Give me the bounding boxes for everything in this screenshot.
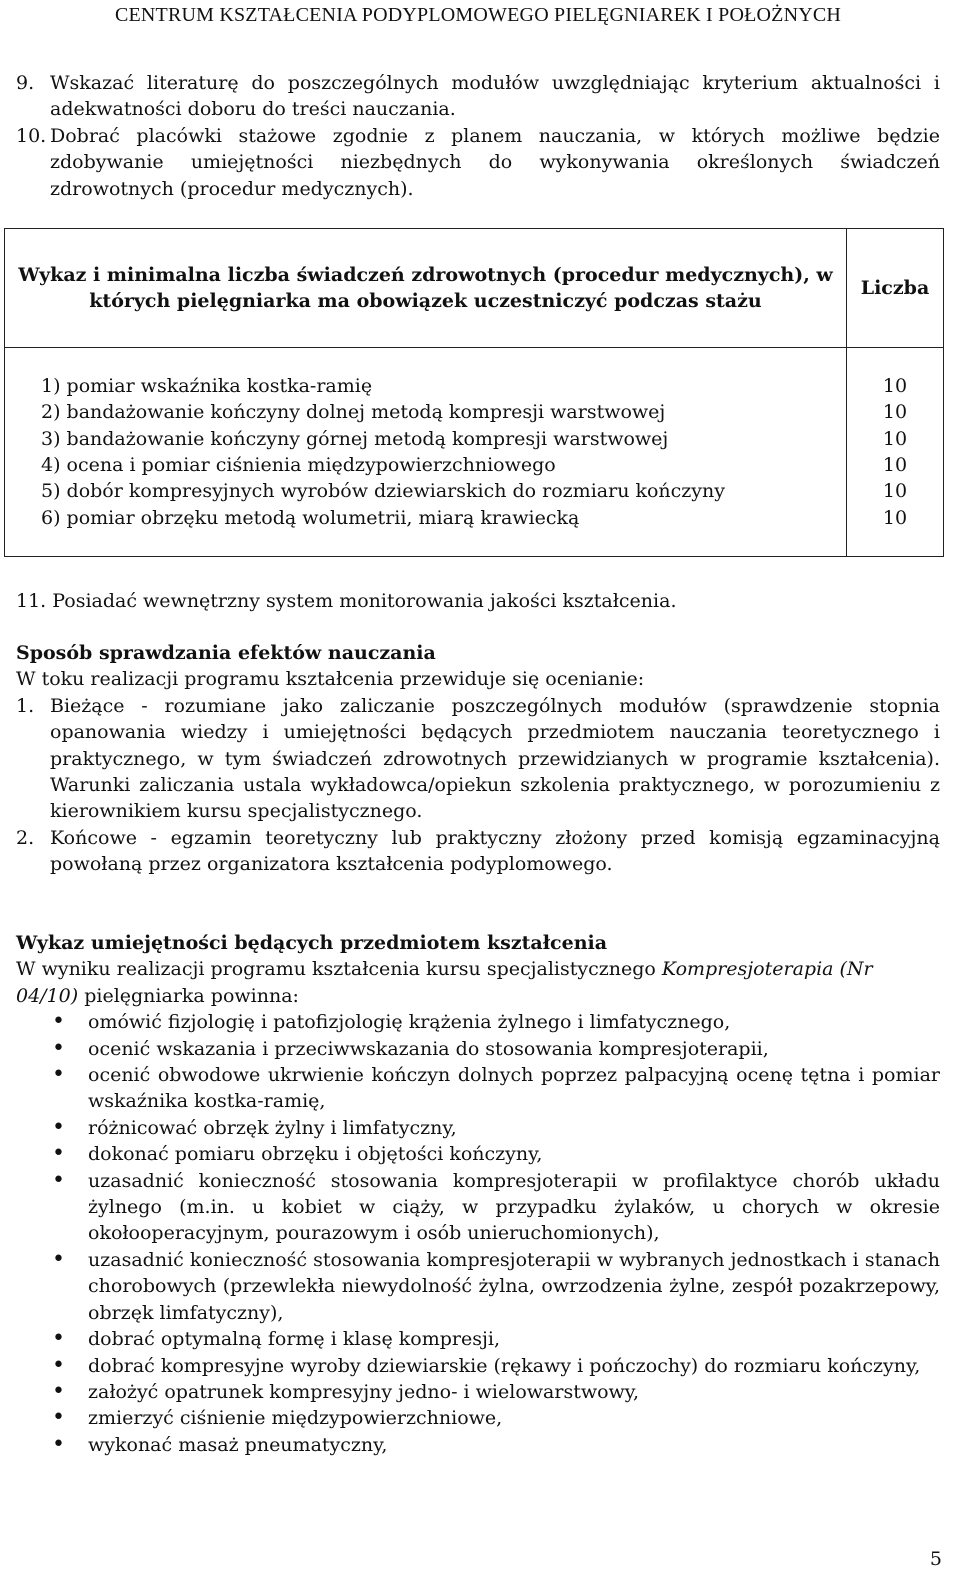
list-item: • wykonać masaż pneumatyczny, xyxy=(16,1432,940,1458)
list-item xyxy=(16,693,940,825)
procedure-count: 10 xyxy=(882,401,908,424)
procedure-counts xyxy=(847,348,944,557)
list-item: • uzasadnić konieczność stosowania kompresjoterapii w profilaktyce chorób układu żylnego (m.in. u kobiet w ciąży, w przypadku żylaków, u chorych w okresie okołooperacyjnym, pourazowym i osób unieruchomionych), xyxy=(16,1168,940,1247)
procedure-count: 10 xyxy=(882,454,908,476)
list-item: • ocenić obwodowe ukrwienie kończyn dolnych poprzez palpacyjną ocenę tętna i pomiar wskaźnika kostka-ramię, xyxy=(16,1062,940,1115)
table-header-count: Liczba xyxy=(847,229,944,348)
procedure-item: 3) bandażowanie kończyny górnej metodą kompresji warstwowej xyxy=(41,427,669,450)
assessment-section xyxy=(16,640,940,878)
item-number: 2. xyxy=(16,826,35,849)
procedure-item: 2) bandażowanie kończyny dolnej metodą kompresji warstwowej xyxy=(41,401,666,424)
skills-list xyxy=(16,1009,940,1458)
item-text: Bieżące - rozumiane jako zaliczanie poszczególnych modułów (sprawdzenie stopnia opanowania wiedzy i umiejętności będących przedmiotem nauczania teoretycznego i praktycznego, w tym świadczeń zdrowotnych przewidzianych w programie kształcenia). Warunki zaliczania ustala wykładowca/opiekun szkolenia praktycznego, w porozumieniu z kierownikiem kursu specjalistycznego. xyxy=(50,694,940,823)
page-header: CENTRUM KSZTAŁCENIA PODYPLOMOWEGO PIELĘGNIAREK I POŁOŻNYCH xyxy=(114,4,842,26)
section-heading: Sposób sprawdzania efektów nauczania xyxy=(16,642,436,664)
intro-list xyxy=(16,70,940,202)
list-item xyxy=(16,70,940,123)
course-name: Kompresjoterapia (Nr 04/10) xyxy=(16,958,873,1007)
procedure-item: 5) dobór kompresyjnych wyrobów dziewiarskich do rozmiaru kończyny xyxy=(41,480,726,503)
page-number: 5 xyxy=(929,1548,942,1570)
table-header-row xyxy=(5,229,944,348)
table-header-title: Wykaz i minimalna liczba świadczeń zdrowotnych (procedur medycznych), w których pielęgniarka ma obowiązek uczestniczyć podczas stażu xyxy=(5,229,847,348)
list-item: • ocenić wskazania i przeciwwskazania do stosowania kompresjoterapii, xyxy=(16,1036,940,1062)
skills-section xyxy=(16,930,940,1458)
list-item: • dobrać optymalną formę i klasę kompresji, xyxy=(16,1326,940,1352)
list-item: • dokonać pomiaru obrzęku i objętości kończyny, xyxy=(16,1141,940,1167)
list-item xyxy=(16,825,940,878)
item-text: Wskazać literaturę do poszczególnych modułów uwzględniając kryterium aktualności i adekwatności doboru do treści nauczania. xyxy=(50,72,940,121)
item-text: Końcowe - egzamin teoretyczny lub praktyczny złożony przed komisją egzaminacyjną powołaną przez organizatora kształcenia podyplomowego. xyxy=(50,826,940,876)
section-intro: W toku realizacji programu kształcenia przewiduje się ocenianie: xyxy=(16,668,645,691)
procedure-item: 4) ocena i pomiar ciśnienia międzypowierzchniowego xyxy=(41,454,556,476)
procedure-item: 1) pomiar wskaźnika kostka-ramię xyxy=(41,374,373,397)
procedure-count: 10 xyxy=(882,374,908,397)
item-number: 10. xyxy=(16,124,47,147)
list-item: • omówić fizjologię i patofizjologię krążenia żylnego i limfatycznego, xyxy=(16,1009,940,1035)
section-heading: Wykaz umiejętności będących przedmiotem kształcenia xyxy=(16,932,608,954)
intro-text: pielęgniarka powinna: xyxy=(78,984,299,1007)
procedure-list xyxy=(5,348,847,557)
item-number: 1. xyxy=(16,694,35,717)
intro-text: W wyniku realizacji programu kształcenia kursu specjalistycznego xyxy=(16,958,662,981)
item-number: 11. xyxy=(16,590,47,612)
procedure-count: 10 xyxy=(882,506,908,529)
procedure-count: 10 xyxy=(882,480,908,503)
procedures-table xyxy=(4,228,944,557)
list-item: • różnicować obrzęk żylny i limfatyczny, xyxy=(16,1115,940,1141)
list-item: • dobrać kompresyjne wyroby dziewiarskie (rękawy i pończochy) do rozmiaru kończyny, xyxy=(16,1353,940,1379)
section-intro xyxy=(16,956,940,1009)
item-number: 9. xyxy=(16,72,35,94)
list-item: • zmierzyć ciśnienie międzypowierzchniowe, xyxy=(16,1405,940,1431)
list-item xyxy=(16,123,940,202)
table-row xyxy=(5,348,944,557)
list-item: • uzasadnić konieczność stosowania kompresjoterapii w wybranych jednostkach i stanach chorobowych (przewlekła niewydolność żylna, owrzodzenia żylne, zespół pozakrzepowy, obrzęk limfatyczny), xyxy=(16,1247,940,1326)
list-item: • założyć opatrunek kompresyjny jedno- i wielowarstwowy, xyxy=(16,1379,940,1405)
item-text: Dobrać placówki stażowe zgodnie z planem nauczania, w których możliwe będzie zdobywanie umiejętności niezbędnych do wykonywania określonych świadczeń zdrowotnych (procedur medycznych). xyxy=(50,124,940,200)
item-11 xyxy=(16,588,940,614)
item-text: Posiadać wewnętrzny system monitorowania jakości kształcenia. xyxy=(52,590,677,612)
procedure-count: 10 xyxy=(882,427,908,450)
procedure-item: 6) pomiar obrzęku metodą wolumetrii, miarą krawiecką xyxy=(41,506,580,529)
